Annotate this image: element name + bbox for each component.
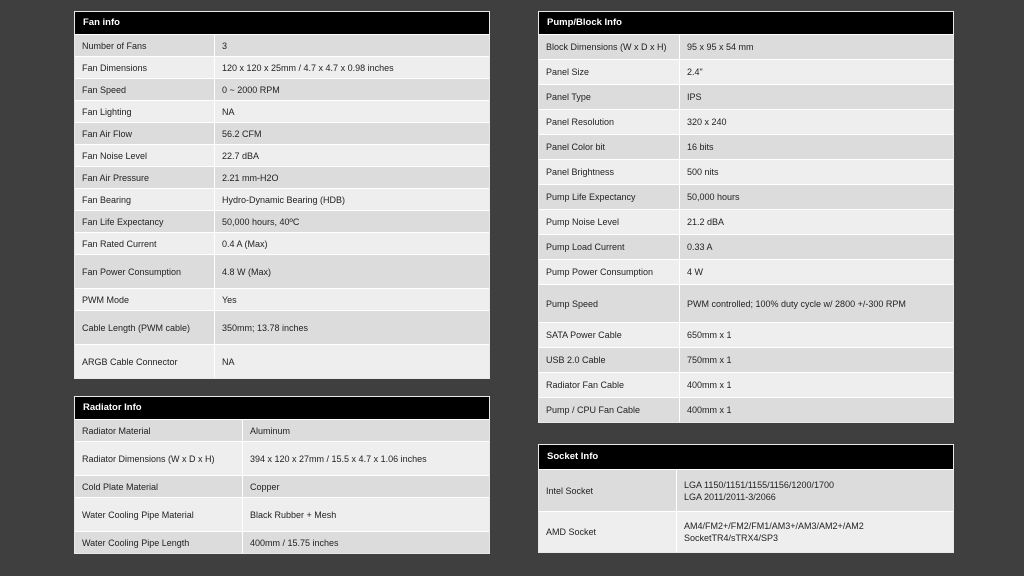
spec-label: Panel Resolution (539, 110, 680, 134)
spec-value: PWM controlled; 100% duty cycle w/ 2800 +/-300 RPM (687, 298, 906, 309)
spec-value: 394 x 120 x 27mm / 15.5 x 4.7 x 1.06 inches (250, 453, 427, 464)
spec-label: Panel Brightness (539, 160, 680, 184)
spec-label: Radiator Dimensions (W x D x H) (75, 442, 243, 475)
table-row (539, 109, 953, 134)
spec-value: 4.8 W (Max) (222, 266, 272, 277)
spec-value: Hydro-Dynamic Bearing (HDB) (222, 194, 346, 205)
table-row (75, 254, 489, 288)
spec-label: Pump Load Current (539, 235, 680, 259)
spec-value: Copper (250, 481, 280, 492)
spec-value: 650mm x 1 (687, 330, 732, 340)
spec-value: 2.4" (687, 67, 703, 77)
table-row (75, 344, 489, 378)
spec-label: Panel Color bit (539, 135, 680, 159)
table-row (539, 259, 953, 284)
table-row (75, 419, 489, 441)
spec-label: Fan Life Expectancy (75, 211, 215, 232)
spec-value: AM4/FM2+/FM2/FM1/AM3+/AM3/AM2+/AM2 SocketTR4/sTRX4/SP3 (684, 521, 864, 543)
spec-label: Panel Size (539, 60, 680, 84)
fan-info-table (74, 11, 490, 379)
table-row (539, 284, 953, 322)
spec-label: AMD Socket (539, 512, 677, 552)
spec-label: Fan Air Flow (75, 123, 215, 144)
spec-value: Yes (222, 294, 237, 305)
spec-value: 0 ~ 2000 RPM (222, 84, 280, 95)
pump-block-info-title: Pump/Block Info (539, 12, 953, 34)
radiator-info-table (74, 396, 490, 554)
spec-label: Fan Rated Current (75, 233, 215, 254)
spec-value: 2.21 mm-H2O (222, 172, 279, 183)
radiator-info-title: Radiator Info (75, 397, 489, 419)
socket-info-table (538, 444, 954, 553)
spec-label: Pump Noise Level (539, 210, 680, 234)
spec-value: 0.4 A (Max) (222, 238, 268, 249)
table-row (539, 34, 953, 59)
table-row (75, 144, 489, 166)
spec-value: 400mm x 1 (687, 380, 732, 390)
table-row (75, 210, 489, 232)
spec-label: ARGB Cable Connector (75, 345, 215, 378)
spec-label: Pump Life Expectancy (539, 185, 680, 209)
table-row (75, 531, 489, 553)
spec-label: Fan Speed (75, 79, 215, 100)
spec-value: 750mm x 1 (687, 355, 732, 365)
spec-value: 21.2 dBA (687, 217, 725, 227)
spec-label: Fan Bearing (75, 189, 215, 210)
spec-value: 320 x 240 (687, 117, 727, 127)
table-row (75, 310, 489, 344)
table-row (75, 34, 489, 56)
spec-value: 120 x 120 x 25mm / 4.7 x 4.7 x 0.98 inches (222, 62, 394, 73)
table-row (539, 184, 953, 209)
spec-value: LGA 1150/1151/1155/1156/1200/1700 LGA 2011/2011-3/2066 (684, 479, 834, 502)
spec-value: 400mm / 15.75 inches (250, 537, 339, 548)
spec-value: 350mm; 13.78 inches (222, 322, 309, 333)
spec-label: Fan Dimensions (75, 57, 215, 78)
spec-label: Block Dimensions (W x D x H) (539, 35, 680, 59)
spec-label: Pump Speed (539, 285, 680, 322)
spec-value: 56.2 CFM (222, 128, 262, 139)
spec-label: Cold Plate Material (75, 476, 243, 497)
spec-label: Fan Lighting (75, 101, 215, 122)
spec-value: 4 W (687, 267, 704, 277)
table-row (539, 134, 953, 159)
table-row (539, 159, 953, 184)
table-row (539, 234, 953, 259)
spec-label: SATA Power Cable (539, 323, 680, 347)
spec-value: IPS (687, 92, 702, 102)
spec-value: 500 nits (687, 167, 719, 177)
spec-value: 50,000 hours, 40ºC (222, 216, 300, 227)
table-row (75, 166, 489, 188)
spec-value: 16 bits (687, 142, 714, 152)
spec-value: 3 (222, 40, 228, 51)
table-row (75, 288, 489, 310)
table-row (539, 59, 953, 84)
spec-label: Radiator Fan Cable (539, 373, 680, 397)
spec-label: Water Cooling Pipe Material (75, 498, 243, 531)
table-row (75, 497, 489, 531)
spec-label: Panel Type (539, 85, 680, 109)
spec-value: 50,000 hours (687, 192, 740, 202)
fan-info-title: Fan info (75, 12, 489, 34)
spec-label: Pump Power Consumption (539, 260, 680, 284)
spec-label: Cable Length (PWM cable) (75, 311, 215, 344)
table-row (75, 122, 489, 144)
spec-label: Fan Noise Level (75, 145, 215, 166)
table-row (75, 441, 489, 475)
spec-value: Aluminum (250, 425, 291, 436)
spec-label: Fan Air Pressure (75, 167, 215, 188)
table-row (539, 511, 953, 552)
spec-value: 0.33 A (687, 242, 713, 252)
table-row (75, 100, 489, 122)
spec-value: Black Rubber + Mesh (250, 509, 337, 520)
table-row (75, 78, 489, 100)
spec-value: NA (222, 356, 235, 367)
spec-label: Number of Fans (75, 35, 215, 56)
table-row (539, 209, 953, 234)
spec-label: Pump / CPU Fan Cable (539, 398, 680, 422)
table-row (75, 188, 489, 210)
spec-label: USB 2.0 Cable (539, 348, 680, 372)
table-row (539, 84, 953, 109)
table-row (75, 232, 489, 254)
spec-label: Intel Socket (539, 470, 677, 511)
spec-value: 400mm x 1 (687, 405, 732, 415)
spec-label: Water Cooling Pipe Length (75, 532, 243, 553)
table-row (539, 397, 953, 422)
table-row (539, 322, 953, 347)
table-row (539, 469, 953, 511)
spec-value: 22.7 dBA (222, 150, 260, 161)
spec-label: Radiator Material (75, 420, 243, 441)
pump-block-info-table (538, 11, 954, 423)
table-row (75, 56, 489, 78)
spec-value: NA (222, 106, 235, 117)
socket-info-title: Socket Info (539, 445, 953, 469)
spec-label: Fan Power Consumption (75, 255, 215, 288)
table-row (75, 475, 489, 497)
table-row (539, 347, 953, 372)
spec-label: PWM Mode (75, 289, 215, 310)
spec-value: 95 x 95 x 54 mm (687, 42, 754, 52)
table-row (539, 372, 953, 397)
